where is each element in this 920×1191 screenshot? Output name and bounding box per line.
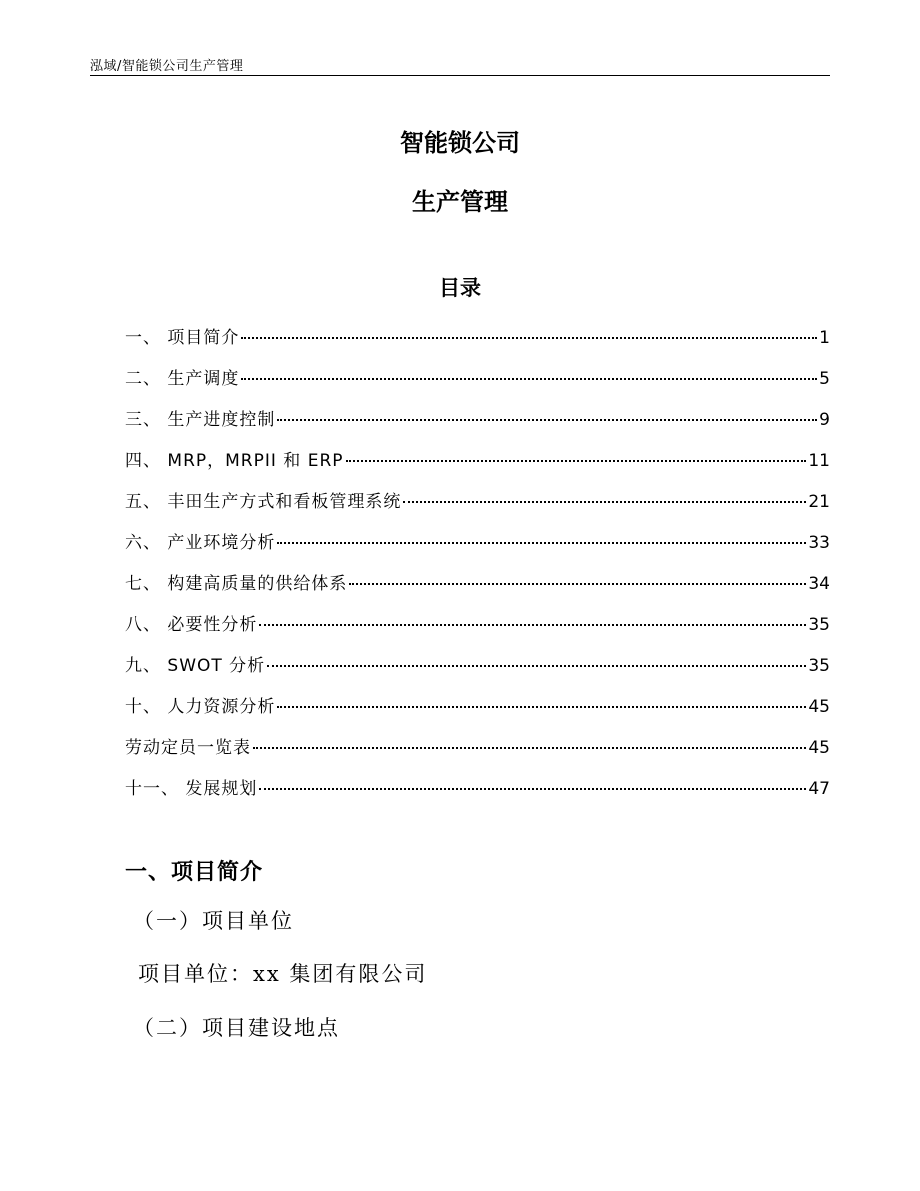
toc-entry-page: 5 <box>819 369 830 389</box>
toc-entry[interactable] <box>125 405 830 446</box>
toc-entry-label: 一、 项目简介 <box>125 328 240 348</box>
document-title: 智能锁公司 <box>400 129 520 157</box>
toc-leader-dots <box>277 542 806 544</box>
toc-entry-label: 三、 生产进度控制 <box>125 410 276 430</box>
toc-entry[interactable] <box>125 528 830 569</box>
toc-entry-label: 九、 SWOT 分析 <box>125 656 266 676</box>
toc-leader-dots <box>241 378 817 380</box>
toc-entry-page: 21 <box>808 492 830 512</box>
toc-entry-label: 十、 人力资源分析 <box>125 697 276 717</box>
toc-entry-page: 45 <box>808 697 830 717</box>
toc-entry-page: 35 <box>808 615 830 635</box>
toc-entry[interactable] <box>125 569 830 610</box>
toc-leader-dots <box>277 706 806 708</box>
toc-entry-label: 六、 产业环境分析 <box>125 533 276 553</box>
toc-leader-dots <box>259 624 806 626</box>
toc-entry-label: 四、 MRP，MRPII 和 ERP <box>125 451 344 471</box>
toc-entry-label: 七、 构建高质量的供给体系 <box>125 574 348 594</box>
toc-leader-dots <box>403 501 806 503</box>
toc-leader-dots <box>346 460 807 462</box>
document-subtitle: 生产管理 <box>412 188 508 216</box>
toc-entry-page: 9 <box>819 410 830 430</box>
toc-entry[interactable] <box>125 692 830 733</box>
toc-entry-page: 1 <box>819 328 830 348</box>
toc-entry-page: 47 <box>808 779 830 799</box>
toc-entry[interactable] <box>125 774 830 815</box>
toc-leader-dots <box>259 788 806 790</box>
toc-heading: 目录 <box>439 276 481 300</box>
subsection-heading: （一）项目单位 <box>133 909 294 933</box>
toc-leader-dots <box>253 747 806 749</box>
header-divider <box>90 75 830 76</box>
toc-entry-page: 45 <box>808 738 830 758</box>
section-heading: 一、项目简介 <box>125 860 264 885</box>
toc-entry-page: 11 <box>808 451 830 471</box>
toc-entry-label: 劳动定员一览表 <box>125 738 251 758</box>
toc-leader-dots <box>241 337 817 339</box>
toc-entry[interactable] <box>125 446 830 487</box>
toc-entry[interactable] <box>125 364 830 405</box>
toc-entry-label: 八、 必要性分析 <box>125 615 258 635</box>
running-header: 泓域/智能锁公司生产管理 <box>90 59 244 74</box>
toc-entry-page: 35 <box>808 656 830 676</box>
table-of-contents <box>125 323 830 815</box>
toc-leader-dots <box>267 665 806 667</box>
subsection-heading: （二）项目建设地点 <box>133 1016 340 1040</box>
toc-entry-label: 二、 生产调度 <box>125 369 240 389</box>
toc-entry[interactable] <box>125 610 830 651</box>
toc-entry[interactable] <box>125 733 830 774</box>
toc-entry-label: 五、 丰田生产方式和看板管理系统 <box>125 492 402 512</box>
body-paragraph: 项目单位：xx 集团有限公司 <box>138 962 428 986</box>
toc-entry-page: 33 <box>808 533 830 553</box>
toc-entry-page: 34 <box>808 574 830 594</box>
toc-entry-label: 十一、 发展规划 <box>125 779 258 799</box>
toc-leader-dots <box>277 419 817 421</box>
toc-entry[interactable] <box>125 323 830 364</box>
toc-entry[interactable] <box>125 651 830 692</box>
toc-entry[interactable] <box>125 487 830 528</box>
toc-leader-dots <box>349 583 806 585</box>
